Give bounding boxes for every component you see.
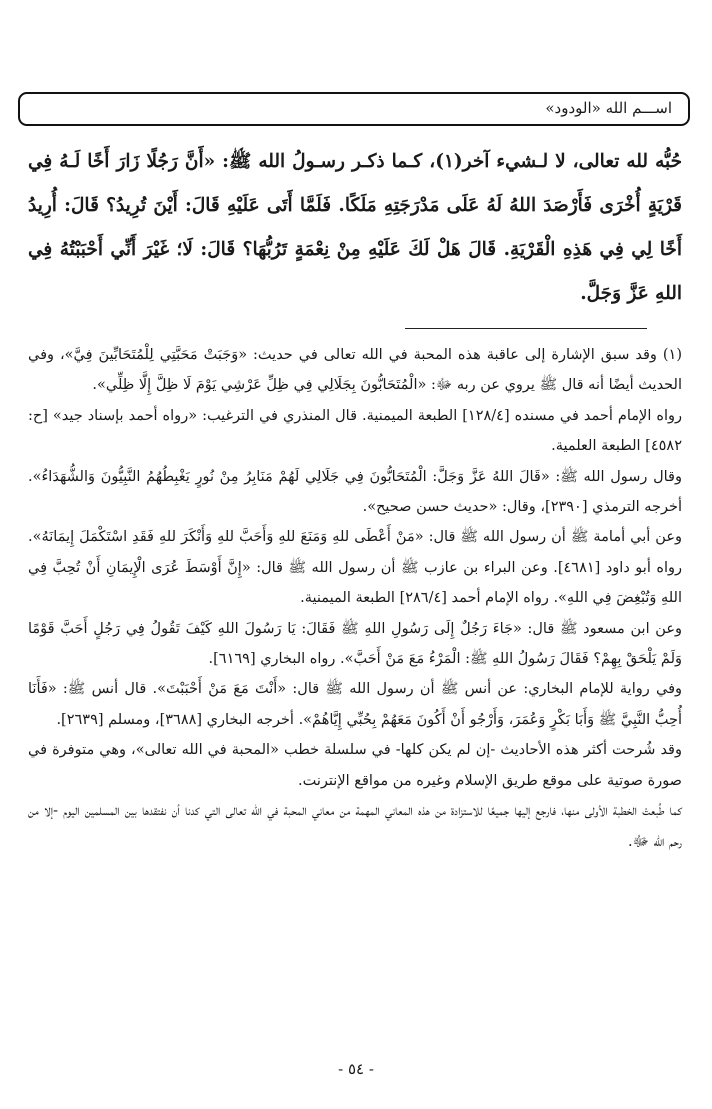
header-title: اســـم الله «الودود» bbox=[545, 99, 672, 117]
footnote-separator bbox=[405, 328, 647, 329]
footnote-paragraph: وقال رسول الله ﷺ: «قَالَ اللهُ عَزَّ وَجَلَّ: الْمُتَحَابُّونَ فِي جَلَالِي لَهُمْ مَنَابِرُ مِنْ نُورٍ يَغْبِطُهُمُ النَّبِيُّونَ وَالشُّهَدَاءُ». أخرجه الترمذي [٢٣٩٠]، وقال: «حديث حسن صحيح». bbox=[28, 468, 682, 516]
footnote-paragraph: وقد شُرحت أكثر هذه الأحاديث -إن لم يكن كلها- في سلسلة خطب «المحبة في الله تعالى»، وهي متوفرة في صورة صوتية على موقع طريق الإسلام وغيره من مواقع الإنترنت. bbox=[28, 742, 682, 789]
footnote-paragraph: وعن ابن مسعود ﷺ قال: «جَاءَ رَجُلٌ إِلَى رَسُولِ اللهِ ﷺ فَقَالَ: يَا رَسُولَ اللهِ كَيْفَ تَقُولُ فِي رَجُلٍ أَحَبَّ قَوْمًا وَلَمْ يَلْحَقْ بِهِمْ؟ فَقَالَ رَسُولُ اللهِ ﷺ: الْمَرْءُ مَعَ مَنْ أَحَبَّ». رواه البخاري [٦١٦٩]. bbox=[28, 620, 682, 668]
footnote-paragraph: كما طُبعتْ الخطبة الأولى منها، فارجع إليها جميعًا للاستزادة من هذه المعاني المهمة من معاني المحبة في الله تعالى التي كدنا أن نفتقدها بين المسلمين اليوم -إلا من رحم الله ﷻ. bbox=[28, 803, 682, 850]
running-header bbox=[18, 92, 690, 126]
main-paragraph: حُبُّه لله تعالى، لا لـشيء آخر(١)، كـما ذكـر رسـولُ الله ﷺ: «أَنَّ رَجُلًا زَارَ أَخًا لَـهُ فِي قَرْيَةٍ أُخْرَى فَأَرْصَدَ اللهُ لَهُ عَلَى مَدْرَجَتِهِ مَلَكًا. فَلَمَّا أَتَى عَلَيْهِ قَالَ: أَيْنَ تُرِيدُ؟ قَالَ: أُرِيدُ أَخًا لِي فِي هَذِهِ الْقَرْيَةِ. قَالَ هَلْ لَكَ عَلَيْهِ مِنْ نِعْمَةٍ تَرُبُّهَا؟ قَالَ: لَا؛ غَيْرَ أَنِّي أَحْبَبْتُهُ فِي اللهِ عَزَّ وَجَلَّ. bbox=[28, 151, 683, 304]
footnote-paragraph: وعن أبي أمامة ﷺ أن رسول الله ﷺ قال: «مَنْ أَعْطَى للهِ وَمَنَعَ للهِ وَأَحَبَّ للهِ وَأَنْكَرَ للهِ فَقَدِ اسْتَكْمَلَ إِيمَانَهُ». رواه أبو داود [٤٦٨١]. وعن البراء بن عازب ﷺ أن رسول الله ﷺ قال: «إِنَّ أَوْسَطَ عُرَى الْإِيمَانِ أَنْ تُحِبَّ فِي اللهِ وَتُبْغِضَ فِي اللهِ». رواه الإمام أحمد [٢٨٦/٤] الطبعة الميمنية. bbox=[28, 529, 682, 607]
footnote-paragraph: رواه الإمام أحمد في مسنده [١٢٨/٤] الطبعة الميمنية. قال المنذري في الترغيب: «رواه أحمد بإسناد جيد» [ح: ٤٥٨٢] الطبعة العلمية. bbox=[28, 407, 682, 455]
page-number: - ٥٤ - bbox=[338, 1060, 374, 1078]
footnotes-section bbox=[28, 340, 682, 857]
main-text-block bbox=[28, 140, 682, 316]
footnote-paragraph: وفي رواية للإمام البخاري: عن أنس ﷺ أن رسول الله ﷺ قال: «أَنْتَ مَعَ مَنْ أَحْبَبْتَ». قال أنس ﷺ: «فَأَنَا أُحِبُّ النَّبِيَّ ﷺ وَأَبَا بَكْرٍ وَعُمَرَ، وَأَرْجُو أَنْ أَكُونَ مَعَهُمْ بِحُبِّي إِيَّاهُمْ». أخرجه البخاري [٣٦٨٨]، ومسلم [٢٦٣٩]. bbox=[28, 681, 682, 728]
footnote-paragraph: (١) وقد سبق الإشارة إلى عاقبة هذه المحبة في الله تعالى في حديث: «وَجَبَتْ مَحَبَّتِي لِلْمُتَحَابِّينَ فِيَّ»، وفي الحديث أيضًا أنه قال ﷺ يروي عن ربه ﷻ: «الْمُتَحَابُّونَ بِجَلَالِي فِي ظِلِّ عَرْشِي يَوْمَ لَا ظِلَّ إِلَّا ظِلِّي». bbox=[28, 347, 682, 394]
